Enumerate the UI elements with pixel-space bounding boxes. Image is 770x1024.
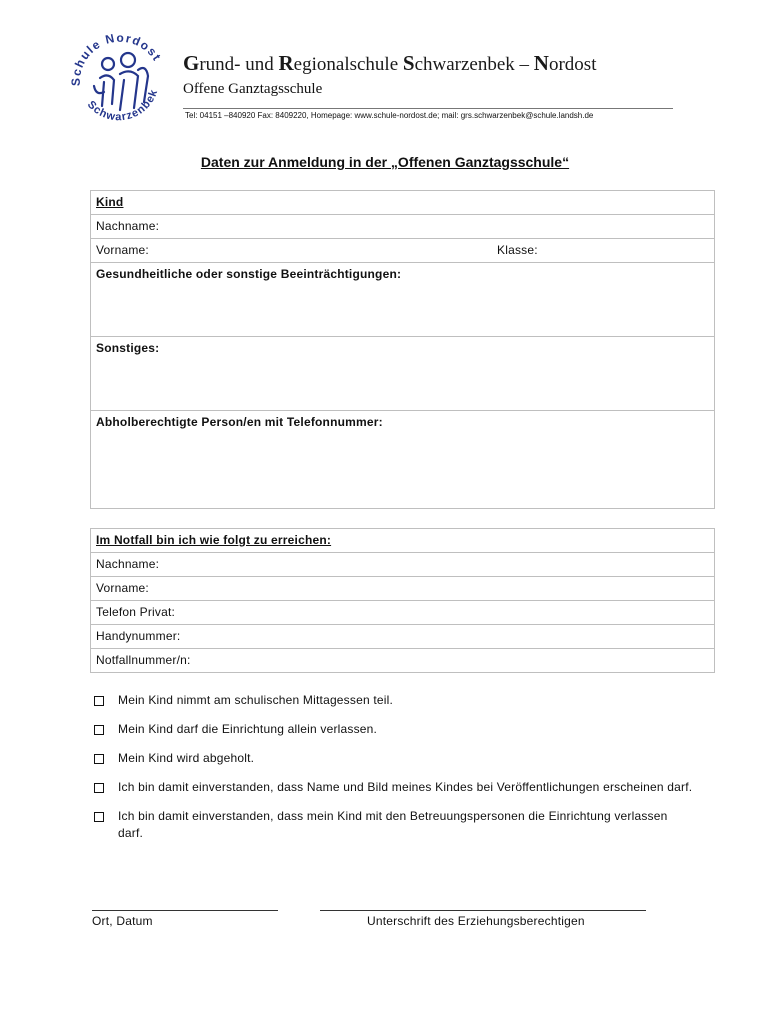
checkbox-item-bild-einverstanden[interactable] [93,779,693,796]
gesundheit-field[interactable]: Gesundheitliche oder sonstige Beeinträchtigungen: [91,263,715,337]
checkbox-item-allein-verlassen[interactable] [93,721,693,738]
checkbox-item-betreuung-einverstanden[interactable] [93,808,693,842]
checkbox-label: Mein Kind wird abgeholt. [118,751,255,765]
document-title: Daten zur Anmeldung in der „Offenen Ganztagsschule“ [200,154,570,170]
notfall-vorname-field[interactable]: Vorname: [91,577,715,601]
letterhead [183,50,673,122]
notfall-heading: Im Notfall bin ich wie folgt zu erreichen: [91,529,715,553]
checkbox-item-mittagessen[interactable] [93,692,693,709]
sonstiges-field[interactable]: Sonstiges: [91,337,715,411]
notfall-nachname-field[interactable]: Nachname: [91,553,715,577]
notfall-table [90,528,715,673]
checkbox-item-abgeholt[interactable] [93,750,693,767]
checkbox[interactable] [94,812,104,822]
logo-arc-top-text: Schule Nordost [68,30,165,87]
consent-checkbox-list [93,692,693,854]
checkbox[interactable] [94,783,104,793]
header-divider [183,108,673,109]
notfall-handy-field[interactable]: Handynummer: [91,625,715,649]
checkbox-label: Mein Kind nimmt am schulischen Mittagessen teil. [118,693,394,707]
checkbox-label: Mein Kind darf die Einrichtung allein verlassen. [118,722,378,736]
ort-datum-line[interactable] [92,910,278,911]
checkbox[interactable] [94,696,104,706]
kind-klasse-label: Klasse: [497,243,538,257]
children-figures-icon [94,53,148,110]
school-name: Grund- und Regionalschule Schwarzenbek – Nordost [183,51,597,75]
checkbox[interactable] [94,754,104,764]
contact-line: Tel: 04151 –840920 Fax: 8409220, Homepage: www.schule-nordost.de; mail: grs.schwarzenbek@schule.landsh.de [185,111,594,120]
kind-nachname-field[interactable]: Nachname: [91,215,715,239]
ort-datum-label: Ort, Datum [92,914,153,928]
kind-vorname-klasse-row[interactable] [91,239,715,263]
notfall-telefon-field[interactable]: Telefon Privat: [91,601,715,625]
unterschrift-label: Unterschrift des Erziehungsberechtigen [367,914,585,928]
abholberechtigte-field[interactable]: Abholberechtigte Person/en mit Telefonnummer: [91,411,715,509]
school-logo [64,24,176,136]
unterschrift-line[interactable] [320,910,646,911]
checkbox-label: Ich bin damit einverstanden, dass Name und Bild meines Kindes bei Veröffentlichungen erscheinen darf. [118,780,693,794]
checkbox[interactable] [94,725,104,735]
kind-vorname-label: Vorname: [96,243,149,257]
checkbox-label: Ich bin damit einverstanden, dass mein Kind mit den Betreuungspersonen die Einrichtung verlassen darf. [118,809,668,840]
svg-text:Schule Nordost [69,31,165,86]
kind-heading: Kind [91,191,715,215]
kind-table [90,190,715,509]
school-subtitle: Offene Ganztagsschule [183,81,323,97]
logo-arc-bottom-text: Schwarzenbek [84,87,161,124]
notfall-nummer-field[interactable]: Notfallnummer/n: [91,649,715,673]
